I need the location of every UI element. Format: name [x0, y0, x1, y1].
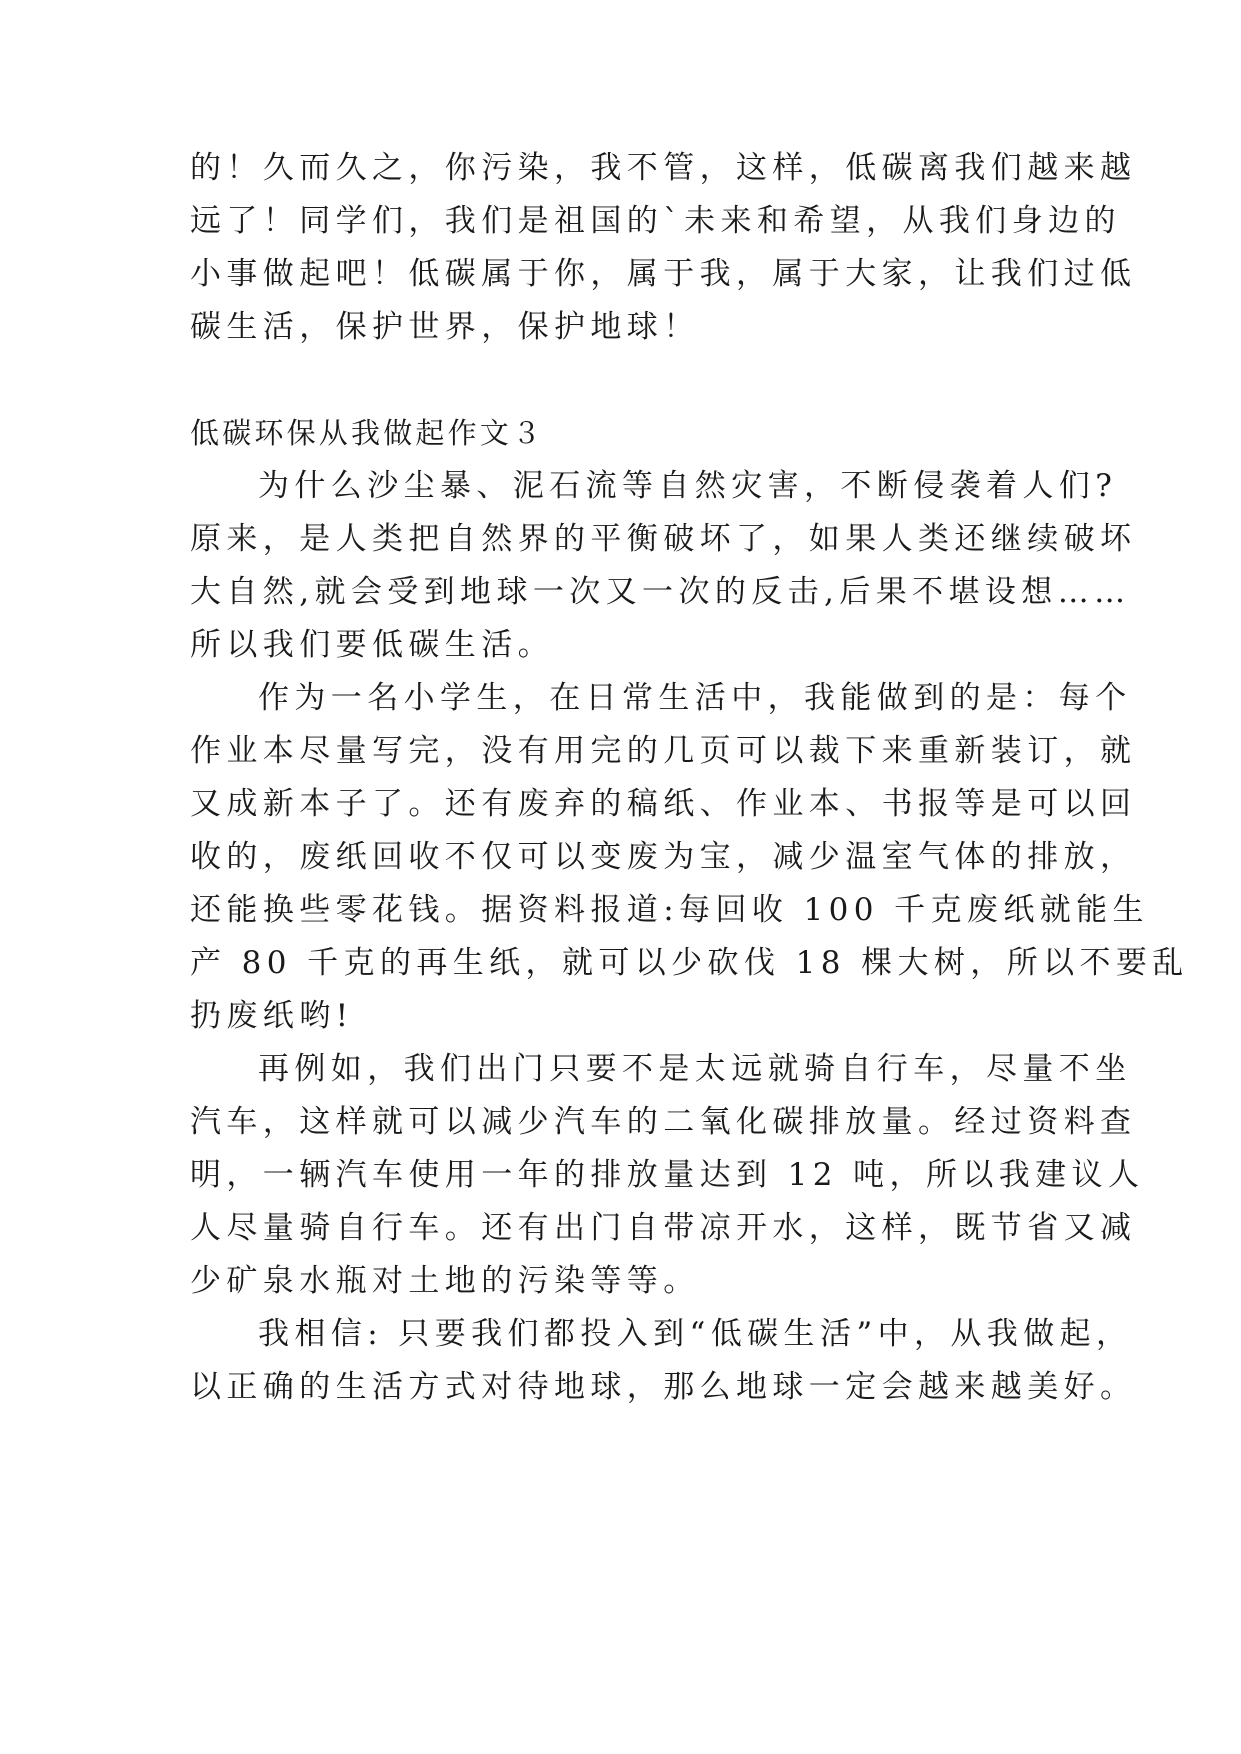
text-line: 的！久而久之，你污染，我不管，这样，低碳离我们越来越 [190, 150, 1137, 186]
text-line: 少矿泉水瓶对土地的污染等等。 [190, 1263, 700, 1299]
text-line: 远了！同学们，我们是祖国的`未来和希望，从我们身边的 [190, 203, 1121, 239]
text-line: 明，一辆汽车使用一年的排放量达到 12 吨，所以我建议人 [190, 1157, 1145, 1193]
text-line: 大自然,就会受到地球一次又一次的反击,后果不堪设想…… [190, 574, 1131, 610]
text-line: 扔废纸哟! [190, 998, 354, 1034]
text-line: 收的，废纸回收不仅可以变废为宝，减少温室气体的排放， [190, 839, 1137, 875]
text-line: 汽车，这样就可以减少汽车的二氧化碳排放量。经过资料查 [190, 1104, 1137, 1140]
text-line: 作为一名小学生，在日常生活中，我能做到的是：每个 [258, 680, 1132, 716]
text-line: 我相信: 只要我们都投入到“低碳生活”中，从我做起， [258, 1316, 1133, 1352]
text-line: 所以我们要低碳生活。 [190, 627, 554, 663]
text-line: 再例如，我们出门只要不是太远就骑自行车，尽量不坐 [258, 1051, 1132, 1087]
text-line: 小事做起吧！低碳属于你，属于我，属于大家，让我们过低 [190, 256, 1137, 292]
text-line: 碳生活，保护世界，保护地球！ [190, 309, 700, 345]
section-heading: 低碳环保从我做起作文３ [190, 416, 545, 450]
text-line: 作业本尽量写完，没有用完的几页可以裁下来重新装订，就 [190, 733, 1137, 769]
text-line: 为什么沙尘暴、泥石流等自然灾害，不断侵袭着人们? [258, 468, 1118, 504]
text-line: 以正确的生活方式对待地球，那么地球一定会越来越美好。 [190, 1369, 1137, 1405]
text-line: 产 80 千克的再生纸，就可以少砍伐 18 棵大树，所以不要乱 [190, 945, 1189, 981]
text-line: 还能换些零花钱。据资料报道:每回收 100 千克废纸就能生 [190, 892, 1149, 928]
text-line: 人尽量骑自行车。还有出门自带凉开水，这样，既节省又减 [190, 1210, 1137, 1246]
text-line: 原来，是人类把自然界的平衡破坏了，如果人类还继续破坏 [190, 521, 1137, 557]
text-line: 又成新本子了。还有废弃的稿纸、作业本、书报等是可以回 [190, 786, 1137, 822]
